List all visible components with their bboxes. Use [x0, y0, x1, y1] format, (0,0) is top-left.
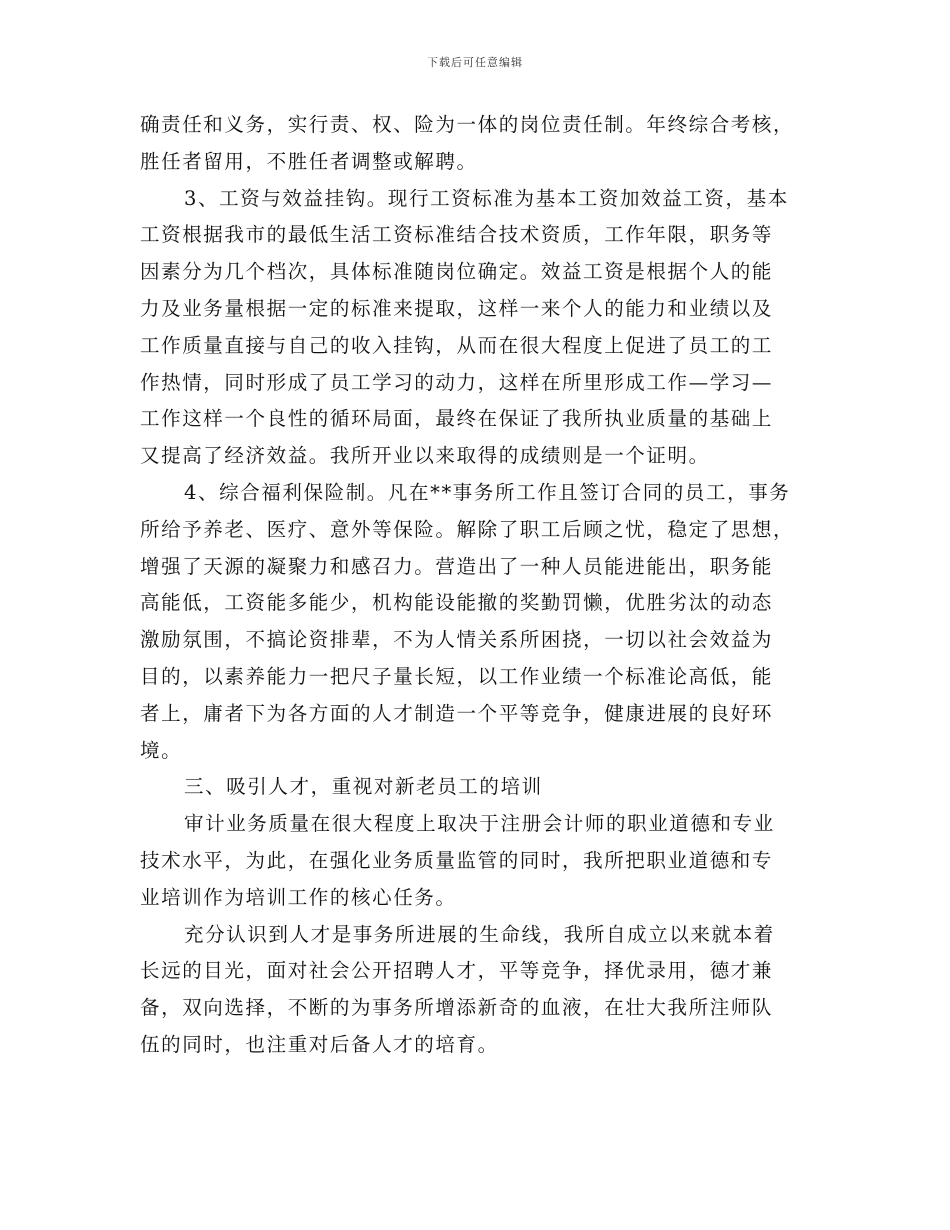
text-line: 所给予养老、医疗、意外等保险。解除了职工后顾之忧，稳定了思想， — [140, 517, 795, 541]
text-line: 胜任者留用，不胜任者调整或解聘。 — [140, 149, 478, 173]
text-line: 确责任和义务，实行责、权、险为一体的岗位责任制。年终综合考核， — [140, 113, 795, 136]
text-line: 充分认识到人才是事务所进展的生命线，我所自成立以来就本着 — [184, 922, 775, 946]
paragraph — [140, 107, 808, 181]
text-line: 技术水平，为此，在强化业务质量监管的同时，我所把职业道德和专 — [140, 848, 774, 872]
text-line: 境。 — [140, 738, 183, 762]
paragraph — [140, 917, 808, 1064]
text-line: 因素分为几个档次，具体标准随岗位确定。效益工资是根据个人的能 — [140, 260, 774, 284]
text-line: 增强了天源的凝聚力和感召力。营造出了一种人员能进能出，职务能 — [140, 554, 774, 578]
text-line: 工作质量直接与自己的收入挂钩，从而在很大程度上促进了员工的工 — [140, 333, 774, 357]
text-line: 审计业务质量在很大程度上取决于注册会计师的职业道德和专业 — [184, 812, 775, 836]
document-body — [140, 107, 808, 1064]
text-line: 力及业务量根据一定的标准来提取，这样一来个人的能力和业绩以及 — [140, 296, 774, 320]
paragraph — [140, 181, 808, 475]
page-header: 下载后可任意编辑 — [427, 56, 523, 69]
text-line: 业培训作为培训工作的核心任务。 — [140, 885, 457, 909]
paragraph — [140, 475, 808, 769]
text-line: 作热情，同时形成了员工学习的动力，这样在所里形成工作—学习— — [140, 370, 774, 394]
text-line: 高能低，工资能多能少，机构能设能撤的奖勤罚懒，优胜劣汰的动态 — [140, 591, 774, 615]
text-line: 者上，庸者下为各方面的人才制造一个平等竞争，健康进展的良好环 — [140, 701, 774, 725]
text-line: 目的，以素养能力一把尺子量长短，以工作业绩一个标准论高低，能 — [140, 664, 774, 688]
text-line: 工作这样一个良性的循环局面，最终在保证了我所执业质量的基础上 — [140, 407, 774, 431]
text-line: 长远的目光，面对社会公开招聘人才，平等竞争，择优录用，德才兼 — [140, 959, 774, 983]
text-line: 伍的同时，也注重对后备人才的培育。 — [140, 1032, 499, 1056]
text-line: 3、工资与效益挂钩。现行工资标准为基本工资加效益工资，基本 — [184, 186, 789, 210]
section-heading — [140, 769, 808, 806]
text-line: 三、吸引人才，重视对新老员工的培训 — [184, 775, 543, 799]
text-line: 工资根据我市的最低生活工资标准结合技术资质，工作年限，职务等 — [140, 223, 774, 247]
text-line: 又提高了经济效益。我所开业以来取得的成绩则是一个证明。 — [140, 444, 710, 468]
text-line: 备，双向选择，不断的为事务所增添新奇的血液，在壮大我所注师队 — [140, 996, 774, 1020]
text-line: 4、综合福利保险制。凡在**事务所工作且签订合同的员工，事务 — [184, 480, 791, 504]
paragraph — [140, 806, 808, 916]
text-line: 激励氛围，不搞论资排辈，不为人情关系所困挠，一切以社会效益为 — [140, 628, 774, 652]
